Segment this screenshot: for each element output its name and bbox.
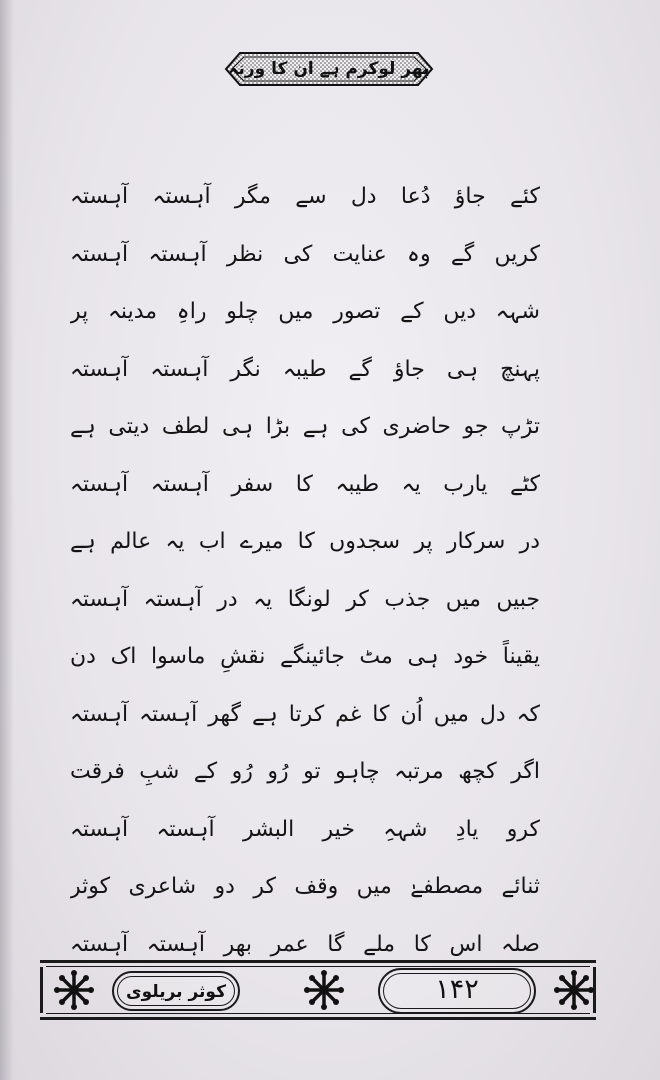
verse-line: صلہ اس کا ملے گا عمر بھر آہستہ آہستہ — [70, 931, 540, 957]
verse-line: در سرکار پر سجدوں کا میرے اب یہ عالم ہے — [70, 529, 540, 554]
verse-line: تڑپ جو حاضری کی ہے بڑا ہی لطف دیتی ہے — [70, 414, 540, 439]
verse-line: ثنائے مصطفےٰ میں وقف کر دو شاعری کوثر — [70, 874, 540, 899]
header-ribbon — [220, 50, 438, 88]
page-edge-shadow — [0, 0, 14, 1080]
poem-body — [70, 168, 540, 973]
verse-line: جبیں میں جذب کر لونگا یہ در آہستہ آہستہ — [70, 586, 540, 612]
verse-line: یقیناً خود ہی مٹ جائینگے نقشِ ماسوا اک دن — [70, 644, 540, 669]
header-title: پھر لوکرم ہے ان کا ورنہ — [228, 59, 430, 79]
author-badge — [112, 971, 240, 1011]
eight-point-asterisk-icon — [54, 970, 94, 1010]
verse-line: کریں گے وہ عنایت کی نظر آہستہ آہستہ — [70, 241, 540, 267]
verse-line: کٹے یارب یہ طیبہ کا سفر آہستہ آہستہ — [70, 471, 540, 497]
page-number-badge — [378, 968, 536, 1014]
footer-inner-top-line — [46, 966, 590, 967]
verse-line: شہہ دیں کے تصور میں چلو راہِ مدینہ پر — [70, 299, 540, 324]
verse-line: کہ دل میں اُن کا غم کرتا ہے گھر آہستہ آہستہ — [70, 701, 540, 727]
eight-point-asterisk-icon — [304, 970, 344, 1010]
page-number: ۱۴۲ — [435, 974, 479, 1005]
verse-line: پہنچ ہی جاؤ گے طیبہ نگر آہستہ آہستہ — [70, 356, 540, 382]
eight-point-asterisk-icon — [554, 970, 594, 1010]
verse-line: کرو یادِ شہہِ خیر البشر آہستہ آہستہ — [70, 816, 540, 842]
footer-band — [40, 960, 596, 1020]
author-name: کوثر بریلوی — [126, 982, 226, 1002]
verse-line: کئے جاؤ دُعا دل سے مگر آہستہ آہستہ — [70, 184, 540, 209]
verse-line: اگر کچھ مرتبہ چاہو تو رُو رُو کے شبِ فرقت — [70, 759, 540, 784]
